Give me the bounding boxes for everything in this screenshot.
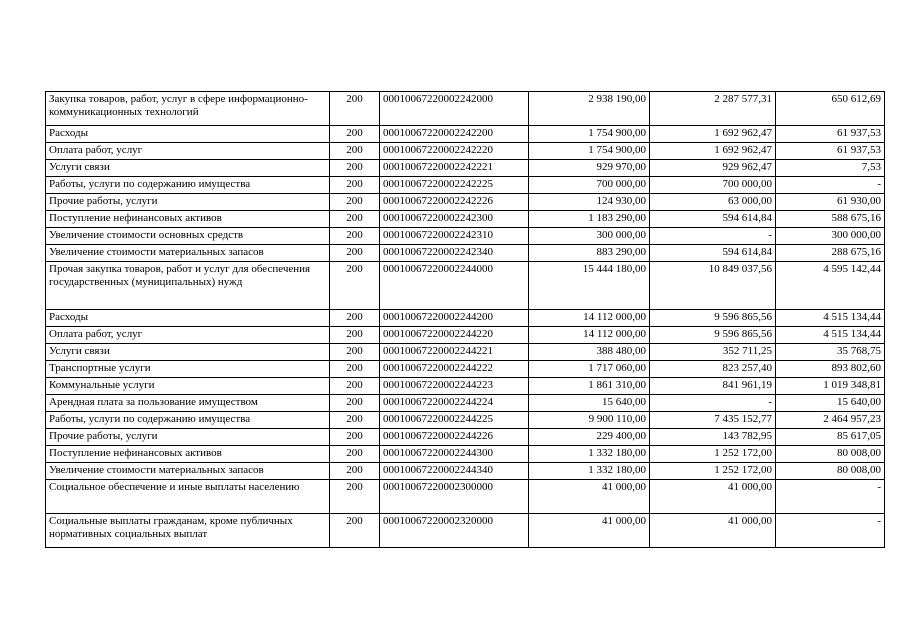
row-code-cell: 200: [330, 194, 380, 211]
row-approved-cell: 9 900 110,00: [529, 412, 650, 429]
row-unexecuted-cell: 80 008,00: [776, 446, 885, 463]
row-kbk-cell: 00010067220002242000: [380, 92, 529, 126]
row-executed-cell: 10 849 037,56: [650, 262, 776, 310]
row-name-cell: Социальные выплаты гражданам, кроме публичных нормативных социальных выплат: [46, 514, 330, 548]
row-kbk-cell: 00010067220002244200: [380, 310, 529, 327]
row-approved-cell: 14 112 000,00: [529, 327, 650, 344]
row-executed-cell: 63 000,00: [650, 194, 776, 211]
table-row: [46, 446, 885, 463]
row-unexecuted-cell: -: [776, 177, 885, 194]
row-name-cell: Прочие работы, услуги: [46, 194, 330, 211]
row-executed-cell: 2 287 577,31: [650, 92, 776, 126]
table-row: [46, 143, 885, 160]
row-kbk-cell: 00010067220002242310: [380, 228, 529, 245]
row-code-cell: 200: [330, 395, 380, 412]
row-approved-cell: 2 938 190,00: [529, 92, 650, 126]
row-name-cell: Услуги связи: [46, 160, 330, 177]
row-kbk-cell: 00010067220002244225: [380, 412, 529, 429]
row-name-cell: Работы, услуги по содержанию имущества: [46, 177, 330, 194]
table-row: [46, 126, 885, 143]
row-unexecuted-cell: 15 640,00: [776, 395, 885, 412]
row-unexecuted-cell: 80 008,00: [776, 463, 885, 480]
row-name-cell: Увеличение стоимости материальных запасов: [46, 463, 330, 480]
row-unexecuted-cell: 288 675,16: [776, 245, 885, 262]
row-unexecuted-cell: 4 515 134,44: [776, 327, 885, 344]
row-name-cell: Работы, услуги по содержанию имущества: [46, 412, 330, 429]
table-row: [46, 361, 885, 378]
row-code-cell: 200: [330, 92, 380, 126]
row-kbk-cell: 00010067220002300000: [380, 480, 529, 514]
row-unexecuted-cell: 893 802,60: [776, 361, 885, 378]
row-code-cell: 200: [330, 412, 380, 429]
row-kbk-cell: 00010067220002242225: [380, 177, 529, 194]
row-code-cell: 200: [330, 480, 380, 514]
row-unexecuted-cell: 2 464 957,23: [776, 412, 885, 429]
row-code-cell: 200: [330, 446, 380, 463]
row-code-cell: 200: [330, 361, 380, 378]
table-row: [46, 378, 885, 395]
row-unexecuted-cell: 61 937,53: [776, 143, 885, 160]
row-kbk-cell: 00010067220002242200: [380, 126, 529, 143]
row-name-cell: Закупка товаров, работ, услуг в сфере информационно-коммуникационных технологий: [46, 92, 330, 126]
row-approved-cell: 1 332 180,00: [529, 446, 650, 463]
row-code-cell: 200: [330, 463, 380, 480]
table-row: [46, 160, 885, 177]
row-executed-cell: 1 252 172,00: [650, 463, 776, 480]
row-kbk-cell: 00010067220002244221: [380, 344, 529, 361]
row-approved-cell: 15 640,00: [529, 395, 650, 412]
row-executed-cell: 41 000,00: [650, 480, 776, 514]
row-kbk-cell: 00010067220002242220: [380, 143, 529, 160]
row-unexecuted-cell: 35 768,75: [776, 344, 885, 361]
row-kbk-cell: 00010067220002320000: [380, 514, 529, 548]
row-approved-cell: 124 930,00: [529, 194, 650, 211]
row-name-cell: Прочая закупка товаров, работ и услуг для обеспечения государственных (муниципальных) нужд: [46, 262, 330, 310]
row-approved-cell: 1 754 900,00: [529, 143, 650, 160]
row-executed-cell: 1 252 172,00: [650, 446, 776, 463]
row-unexecuted-cell: 1 019 348,81: [776, 378, 885, 395]
row-executed-cell: 700 000,00: [650, 177, 776, 194]
row-unexecuted-cell: 61 930,00: [776, 194, 885, 211]
row-kbk-cell: 00010067220002244224: [380, 395, 529, 412]
row-name-cell: Поступление нефинансовых активов: [46, 211, 330, 228]
row-name-cell: Услуги связи: [46, 344, 330, 361]
row-approved-cell: 41 000,00: [529, 514, 650, 548]
row-name-cell: Увеличение стоимости основных средств: [46, 228, 330, 245]
row-kbk-cell: 00010067220002244226: [380, 429, 529, 446]
row-executed-cell: 594 614,84: [650, 245, 776, 262]
row-name-cell: Арендная плата за пользование имуществом: [46, 395, 330, 412]
row-approved-cell: 388 480,00: [529, 344, 650, 361]
row-unexecuted-cell: 588 675,16: [776, 211, 885, 228]
row-executed-cell: 7 435 152,77: [650, 412, 776, 429]
table-row: [46, 310, 885, 327]
row-executed-cell: 352 711,25: [650, 344, 776, 361]
row-name-cell: Транспортные услуги: [46, 361, 330, 378]
table-row: [46, 344, 885, 361]
row-unexecuted-cell: -: [776, 514, 885, 548]
row-approved-cell: 15 444 180,00: [529, 262, 650, 310]
table-row: [46, 262, 885, 310]
row-approved-cell: 229 400,00: [529, 429, 650, 446]
table-row: [46, 245, 885, 262]
row-kbk-cell: 00010067220002244300: [380, 446, 529, 463]
row-unexecuted-cell: -: [776, 480, 885, 514]
row-name-cell: Оплата работ, услуг: [46, 327, 330, 344]
row-executed-cell: 1 692 962,47: [650, 126, 776, 143]
row-kbk-cell: 00010067220002242226: [380, 194, 529, 211]
row-executed-cell: 41 000,00: [650, 514, 776, 548]
row-name-cell: Расходы: [46, 310, 330, 327]
row-kbk-cell: 00010067220002242300: [380, 211, 529, 228]
table-row: [46, 92, 885, 126]
row-unexecuted-cell: 85 617,05: [776, 429, 885, 446]
row-unexecuted-cell: 61 937,53: [776, 126, 885, 143]
row-name-cell: Прочие работы, услуги: [46, 429, 330, 446]
row-unexecuted-cell: 7,53: [776, 160, 885, 177]
row-executed-cell: 1 692 962,47: [650, 143, 776, 160]
row-code-cell: 200: [330, 211, 380, 228]
row-executed-cell: 9 596 865,56: [650, 310, 776, 327]
row-executed-cell: -: [650, 395, 776, 412]
row-code-cell: 200: [330, 378, 380, 395]
row-code-cell: 200: [330, 429, 380, 446]
row-code-cell: 200: [330, 344, 380, 361]
row-code-cell: 200: [330, 177, 380, 194]
row-kbk-cell: 00010067220002244222: [380, 361, 529, 378]
table-row: [46, 228, 885, 245]
row-kbk-cell: 00010067220002244000: [380, 262, 529, 310]
row-executed-cell: 594 614,84: [650, 211, 776, 228]
row-approved-cell: 41 000,00: [529, 480, 650, 514]
budget-execution-table: [45, 91, 885, 548]
row-code-cell: 200: [330, 160, 380, 177]
row-executed-cell: 143 782,95: [650, 429, 776, 446]
row-approved-cell: 929 970,00: [529, 160, 650, 177]
row-approved-cell: 1 754 900,00: [529, 126, 650, 143]
row-executed-cell: 841 961,19: [650, 378, 776, 395]
row-approved-cell: 1 861 310,00: [529, 378, 650, 395]
row-name-cell: Оплата работ, услуг: [46, 143, 330, 160]
row-code-cell: 200: [330, 245, 380, 262]
table-row: [46, 395, 885, 412]
row-unexecuted-cell: 300 000,00: [776, 228, 885, 245]
row-kbk-cell: 00010067220002244223: [380, 378, 529, 395]
row-approved-cell: 300 000,00: [529, 228, 650, 245]
table-row: [46, 480, 885, 514]
table-row: [46, 177, 885, 194]
row-kbk-cell: 00010067220002242221: [380, 160, 529, 177]
row-approved-cell: 1 717 060,00: [529, 361, 650, 378]
row-code-cell: 200: [330, 228, 380, 245]
row-unexecuted-cell: 4 595 142,44: [776, 262, 885, 310]
row-code-cell: 200: [330, 514, 380, 548]
table-row: [46, 211, 885, 228]
row-code-cell: 200: [330, 310, 380, 327]
row-name-cell: Увеличение стоимости материальных запасов: [46, 245, 330, 262]
row-executed-cell: -: [650, 228, 776, 245]
row-code-cell: 200: [330, 126, 380, 143]
table-row: [46, 429, 885, 446]
row-approved-cell: 14 112 000,00: [529, 310, 650, 327]
row-name-cell: Поступление нефинансовых активов: [46, 446, 330, 463]
row-kbk-cell: 00010067220002244340: [380, 463, 529, 480]
row-executed-cell: 823 257,40: [650, 361, 776, 378]
row-approved-cell: 883 290,00: [529, 245, 650, 262]
table-row: [46, 412, 885, 429]
table-body: [46, 92, 885, 548]
row-approved-cell: 700 000,00: [529, 177, 650, 194]
row-approved-cell: 1 183 290,00: [529, 211, 650, 228]
row-kbk-cell: 00010067220002244220: [380, 327, 529, 344]
table-row: [46, 194, 885, 211]
row-code-cell: 200: [330, 327, 380, 344]
table-row: [46, 514, 885, 548]
row-unexecuted-cell: 4 515 134,44: [776, 310, 885, 327]
table-row: [46, 327, 885, 344]
row-unexecuted-cell: 650 612,69: [776, 92, 885, 126]
row-executed-cell: 9 596 865,56: [650, 327, 776, 344]
row-executed-cell: 929 962,47: [650, 160, 776, 177]
row-code-cell: 200: [330, 262, 380, 310]
row-code-cell: 200: [330, 143, 380, 160]
row-approved-cell: 1 332 180,00: [529, 463, 650, 480]
table-row: [46, 463, 885, 480]
row-name-cell: Расходы: [46, 126, 330, 143]
row-kbk-cell: 00010067220002242340: [380, 245, 529, 262]
row-name-cell: Коммунальные услуги: [46, 378, 330, 395]
row-name-cell: Социальное обеспечение и иные выплаты населению: [46, 480, 330, 514]
